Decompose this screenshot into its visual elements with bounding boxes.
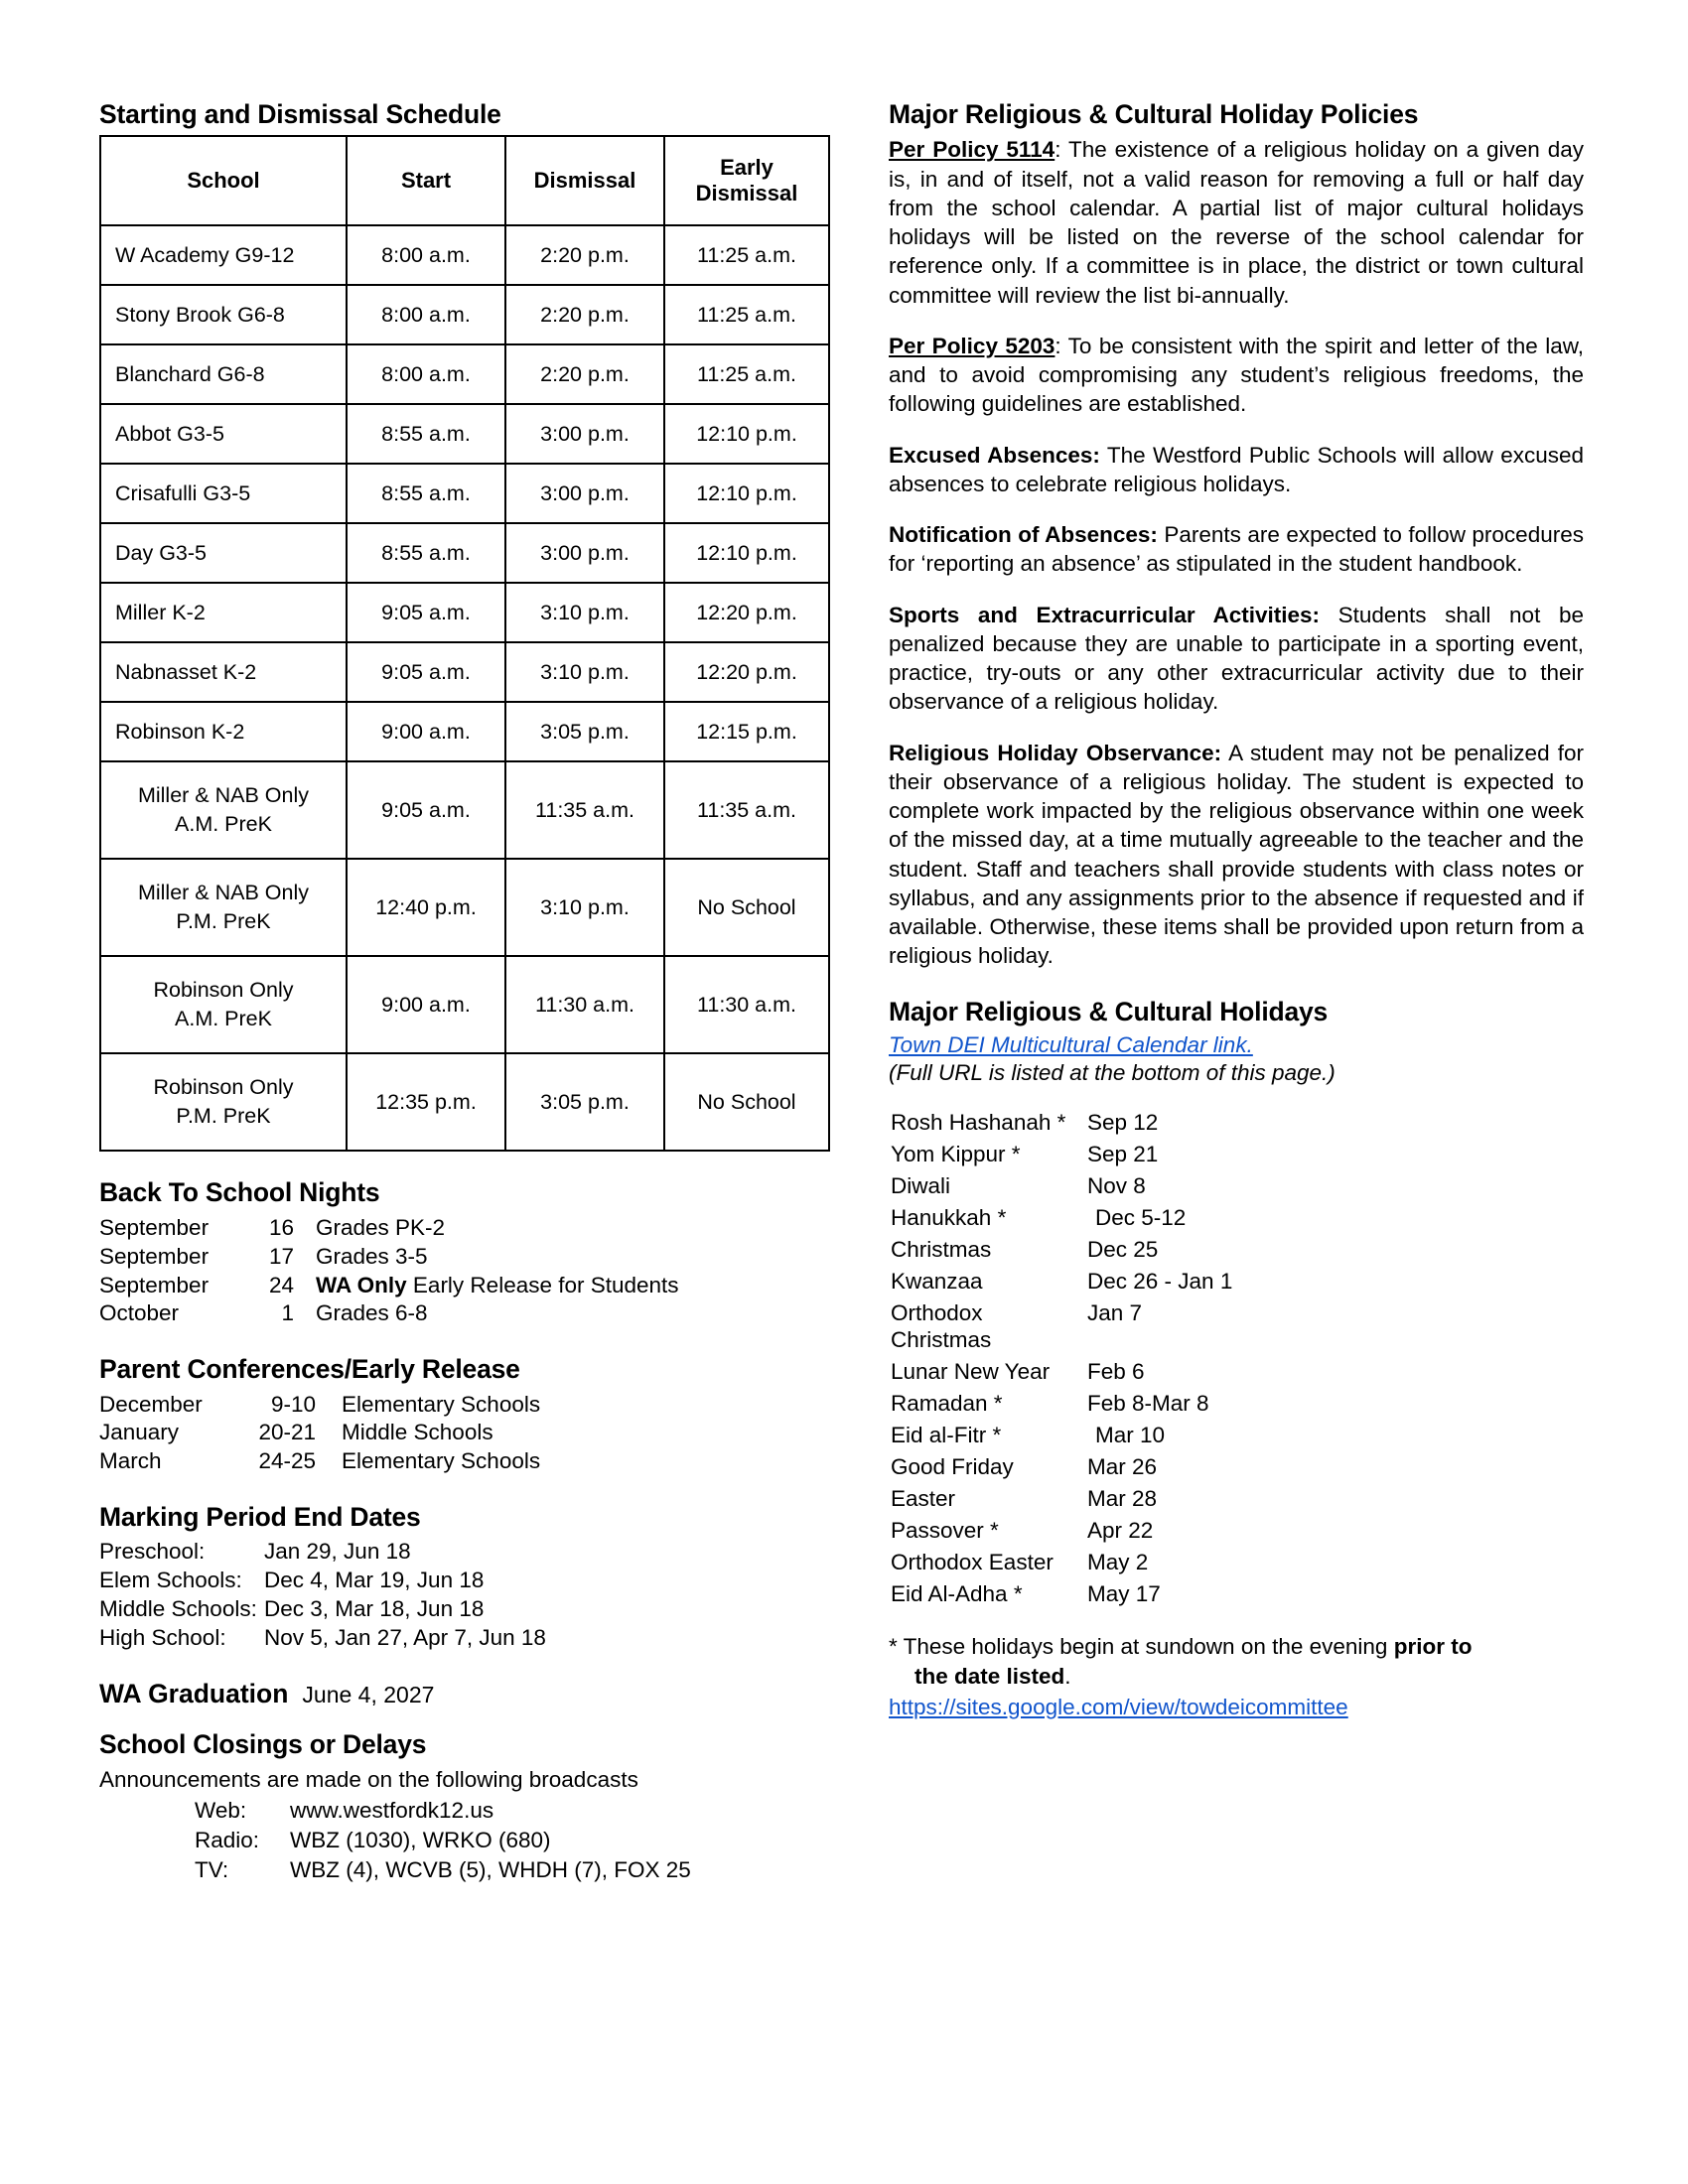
cell-start: 9:05 a.m. <box>347 642 505 702</box>
cell-early-dismissal: 11:35 a.m. <box>664 761 829 859</box>
policy-lead-label: Notification of Absences: <box>889 522 1158 548</box>
policy-paragraph <box>889 601 1584 717</box>
right-column <box>889 99 1584 1720</box>
holiday-date: Dec 5-12 <box>1095 1205 1187 1231</box>
table-row <box>100 642 829 702</box>
holiday-name: Easter <box>891 1486 956 1512</box>
list-item <box>99 1243 834 1272</box>
table-row <box>100 344 829 404</box>
cell-early-dismissal: 12:20 p.m. <box>664 583 829 642</box>
holiday-name: Good Friday <box>891 1454 1014 1480</box>
town-dei-calendar-link[interactable]: Town DEI Multicultural Calendar link. <box>889 1032 1253 1058</box>
table-row <box>889 1141 1353 1172</box>
broadcast-label: Web: <box>195 1798 247 1824</box>
table-row <box>889 1299 1353 1358</box>
holiday-name: Rosh Hashanah * <box>891 1110 1066 1136</box>
cell-dismissal: 3:10 p.m. <box>505 642 664 702</box>
holiday-date: Feb 6 <box>1087 1359 1145 1385</box>
table-row <box>889 1517 1353 1549</box>
cell-start: 9:00 a.m. <box>347 956 505 1053</box>
pc-description: Elementary Schools <box>342 1448 541 1474</box>
list-item <box>99 1624 834 1653</box>
cell-school <box>100 761 347 859</box>
school-closings-subtitle: Announcements are made on the following broadcasts <box>99 1767 638 1793</box>
mp-label: Elem Schools: <box>99 1568 242 1593</box>
pc-description: Elementary Schools <box>342 1391 541 1417</box>
table-header-row <box>100 136 829 225</box>
list-item <box>99 1214 834 1243</box>
schedule-table-body <box>100 225 829 1151</box>
mp-dates: Jan 29, Jun 18 <box>264 1539 411 1565</box>
holiday-date: Mar 10 <box>1095 1423 1166 1448</box>
list-item <box>99 1299 834 1328</box>
holiday-table-body <box>889 1109 1353 1612</box>
holiday-name: Diwali <box>891 1173 951 1199</box>
table-row <box>100 464 829 523</box>
policy-paragraph <box>889 441 1584 499</box>
parent-conferences-list <box>99 1391 834 1476</box>
holiday-name: Hanukkah * <box>891 1205 1007 1231</box>
cell-early-dismissal: 12:15 p.m. <box>664 702 829 761</box>
cell-start: 8:55 a.m. <box>347 523 505 583</box>
table-row <box>100 956 829 1053</box>
holiday-name: Ramadan * <box>891 1391 1003 1417</box>
table-row <box>889 1172 1353 1204</box>
list-item <box>99 1447 834 1476</box>
cell-dismissal: 3:00 p.m. <box>505 404 664 464</box>
cell-school: Robinson K-2 <box>100 702 347 761</box>
table-row <box>100 404 829 464</box>
school-name-line1: Miller & NAB Only <box>137 881 310 905</box>
bts-bold-prefix: WA Only <box>316 1272 407 1297</box>
school-name-line2: A.M. PreK <box>175 812 272 837</box>
policy-paragraph <box>889 739 1584 971</box>
policy-paragraph <box>889 135 1584 310</box>
school-name-line2: A.M. PreK <box>175 1007 272 1031</box>
school-name-line2: P.M. PreK <box>176 1104 271 1129</box>
footnote-period: . <box>1064 1664 1071 1690</box>
policy-body-text: Students shall not be penalized because they are unable to participate in a sporting event, practice, try-outs or any other extracurricular activity due to their observance of a religious holiday. <box>889 602 1584 715</box>
cell-early-dismissal: 12:10 p.m. <box>664 464 829 523</box>
column-header-early-dismissal <box>664 136 829 225</box>
mp-label: Middle Schools: <box>99 1596 257 1622</box>
table-row <box>100 702 829 761</box>
table-row <box>100 859 829 956</box>
holiday-date: Sep 21 <box>1087 1142 1159 1167</box>
policy-lead-label: Sports and Extracurricular Activities: <box>889 602 1320 627</box>
cell-dismissal: 2:20 p.m. <box>505 285 664 344</box>
cell-dismissal: 3:00 p.m. <box>505 523 664 583</box>
cell-early-dismissal: 12:10 p.m. <box>664 523 829 583</box>
broadcast-value: WBZ (4), WCVB (5), WHDH (7), FOX 25 <box>290 1857 691 1883</box>
cell-early-dismissal: 11:25 a.m. <box>664 285 829 344</box>
holiday-date: Sep 12 <box>1087 1110 1159 1136</box>
pc-days: 24-25 <box>258 1448 316 1474</box>
policy-lead-label: Excused Absences: <box>889 442 1100 468</box>
table-row <box>100 523 829 583</box>
wa-graduation-date: June 4, 2027 <box>302 1681 435 1707</box>
pc-month: January <box>99 1420 180 1445</box>
list-item <box>99 1538 834 1567</box>
full-url-note: (Full URL is listed at the bottom of this page.) <box>889 1060 1336 1086</box>
left-column <box>99 99 834 1885</box>
cell-school <box>100 1053 347 1151</box>
cell-start: 8:55 a.m. <box>347 404 505 464</box>
cell-school <box>100 956 347 1053</box>
cell-dismissal: 2:20 p.m. <box>505 225 664 285</box>
holiday-date: Dec 26 - Jan 1 <box>1087 1269 1233 1295</box>
bts-description: WA Only Early Release for Students <box>316 1272 679 1297</box>
parent-conferences-heading: Parent Conferences/Early Release <box>99 1354 520 1385</box>
bts-day: 17 <box>268 1243 294 1269</box>
broadcast-value: www.westfordk12.us <box>290 1798 494 1824</box>
cell-start: 8:00 a.m. <box>347 285 505 344</box>
school-name-line1: Miller & NAB Only <box>137 783 310 808</box>
policy-lead-label: Per Policy 5203 <box>889 333 1055 358</box>
policy-lead-label: Per Policy 5114 <box>889 137 1055 163</box>
holiday-date: Dec 25 <box>1087 1237 1159 1263</box>
table-row <box>889 1580 1353 1612</box>
pc-month: March <box>99 1448 162 1474</box>
table-row <box>889 1236 1353 1268</box>
cell-school: Crisafulli G3-5 <box>100 464 347 523</box>
table-row <box>100 583 829 642</box>
cell-school <box>100 859 347 956</box>
mp-label: Preschool: <box>99 1539 206 1565</box>
holiday-date: Jan 7 <box>1087 1300 1143 1326</box>
policy-body-text: The Westford Public Schools will allow excused absences to celebrate religious holidays. <box>889 442 1585 496</box>
table-row <box>889 1390 1353 1422</box>
cell-early-dismissal: 12:10 p.m. <box>664 404 829 464</box>
table-row <box>889 1422 1353 1453</box>
holiday-date: Mar 28 <box>1087 1486 1158 1512</box>
list-item <box>99 1826 834 1855</box>
pc-days: 9-10 <box>270 1391 316 1417</box>
policy-body-text: : The existence of a religious holiday on a given day is, in and of itself, not a valid reason for removing a full or half day from the school calendar. A partial list of major cultural holidays holidays will be listed on the reverse of the school calendar for reference only. If a committee is in place, the district or town cultural committee will review the list bi-annually. <box>889 137 1584 308</box>
holiday-date: May 17 <box>1087 1581 1161 1607</box>
cell-start: 8:00 a.m. <box>347 225 505 285</box>
list-item <box>99 1595 834 1624</box>
starting-dismissal-schedule-table <box>99 135 830 1152</box>
cell-dismissal: 3:10 p.m. <box>505 583 664 642</box>
cell-school: Nabnasset K-2 <box>100 642 347 702</box>
cell-dismissal: 11:35 a.m. <box>505 761 664 859</box>
holiday-name: Eid Al-Adha * <box>891 1581 1023 1607</box>
cell-dismissal: 3:05 p.m. <box>505 1053 664 1151</box>
table-row <box>889 1109 1353 1141</box>
school-closings-heading: School Closings or Delays <box>99 1728 427 1759</box>
table-row <box>889 1204 1353 1236</box>
pc-month: December <box>99 1391 203 1417</box>
marking-period-list <box>99 1538 834 1652</box>
early-dismissal-line2: Dismissal <box>695 181 798 206</box>
cell-early-dismissal: 11:30 a.m. <box>664 956 829 1053</box>
back-to-school-nights-list <box>99 1214 834 1328</box>
marking-period-end-dates-heading: Marking Period End Dates <box>99 1501 421 1532</box>
wa-graduation-label: WA Graduation <box>99 1678 289 1708</box>
cell-dismissal: 11:30 a.m. <box>505 956 664 1053</box>
holiday-name: Christmas <box>891 1237 992 1263</box>
cell-start: 8:00 a.m. <box>347 344 505 404</box>
mp-dates: Dec 4, Mar 19, Jun 18 <box>264 1568 485 1593</box>
pc-description: Middle Schools <box>342 1420 493 1445</box>
table-row <box>100 225 829 285</box>
schedule-heading: Starting and Dismissal Schedule <box>99 99 501 129</box>
major-holidays-heading: Major Religious & Cultural Holidays <box>889 996 1329 1026</box>
cell-early-dismissal: No School <box>664 1053 829 1151</box>
cell-start: 9:05 a.m. <box>347 583 505 642</box>
cell-school: Blanchard G6-8 <box>100 344 347 404</box>
bts-day: 16 <box>268 1214 294 1240</box>
policy-paragraph <box>889 332 1584 419</box>
holiday-date: Nov 8 <box>1087 1173 1146 1199</box>
table-row <box>889 1485 1353 1517</box>
dei-committee-url-link[interactable]: https://sites.google.com/view/towdeicommittee <box>889 1694 1348 1719</box>
broadcast-list <box>99 1796 834 1885</box>
table-row <box>100 761 829 859</box>
policy-body-text: A student may not be penalized for their observance of a religious holiday. The student is expected to complete work impacted by the religious observance within one week of the missed day, at a time mutually agreeable to the teacher and the student. Staff and teachers shall provide students with class notes or syllabus, and any assignments prior to the absence if requested and if available. Otherwise, these items shall be provided upon return from a religious holiday. <box>889 740 1584 969</box>
school-name-line1: Robinson Only <box>153 978 294 1003</box>
holiday-date: May 2 <box>1087 1550 1149 1575</box>
bts-description: Grades 6-8 <box>316 1300 428 1326</box>
holiday-name: Orthodox Christmas <box>891 1300 992 1353</box>
list-item <box>99 1796 834 1826</box>
list-item <box>99 1419 834 1447</box>
cell-dismissal: 3:00 p.m. <box>505 464 664 523</box>
holiday-date: Feb 8-Mar 8 <box>1087 1391 1209 1417</box>
cell-start: 9:05 a.m. <box>347 761 505 859</box>
bts-month: September <box>99 1214 210 1240</box>
column-header-dismissal: Dismissal <box>505 136 664 225</box>
mp-dates: Nov 5, Jan 27, Apr 7, Jun 18 <box>264 1624 546 1650</box>
column-header-start: Start <box>347 136 505 225</box>
cell-start: 12:35 p.m. <box>347 1053 505 1151</box>
cell-start: 12:40 p.m. <box>347 859 505 956</box>
cell-school: Stony Brook G6-8 <box>100 285 347 344</box>
cell-dismissal: 3:10 p.m. <box>505 859 664 956</box>
bts-day: 24 <box>268 1272 294 1297</box>
back-to-school-nights-heading: Back To School Nights <box>99 1177 380 1208</box>
policy-lead-label: Religious Holiday Observance: <box>889 740 1222 765</box>
table-row <box>100 285 829 344</box>
list-item <box>99 1855 834 1885</box>
bts-month: October <box>99 1300 180 1326</box>
wa-graduation-line <box>99 1679 834 1709</box>
holiday-name: Lunar New Year <box>891 1359 1051 1385</box>
school-name-line1: Robinson Only <box>153 1075 294 1100</box>
column-header-school: School <box>100 136 347 225</box>
holiday-name: Passover * <box>891 1518 999 1544</box>
cell-early-dismissal: 11:25 a.m. <box>664 225 829 285</box>
bts-month: September <box>99 1272 210 1297</box>
footnote-bold-prior-to: prior to <box>1393 1634 1473 1660</box>
bts-description: Grades 3-5 <box>316 1243 428 1269</box>
table-row <box>889 1358 1353 1390</box>
cell-early-dismissal: 12:20 p.m. <box>664 642 829 702</box>
cell-school: Day G3-5 <box>100 523 347 583</box>
holiday-date: Apr 22 <box>1087 1518 1154 1544</box>
table-row <box>100 1053 829 1151</box>
policy-body-text: : To be consistent with the spirit and letter of the law, and to avoid compromising any student’s religious freedoms, the following guidelines are established. <box>889 333 1584 417</box>
footnote-bold-date-listed: the date listed <box>914 1664 1065 1690</box>
cell-dismissal: 2:20 p.m. <box>505 344 664 404</box>
policy-paragraph <box>889 520 1584 579</box>
early-dismissal-line1: Early <box>720 155 774 181</box>
holiday-policies-heading: Major Religious & Cultural Holiday Policies <box>889 99 1419 129</box>
table-row <box>889 1268 1353 1299</box>
cell-school: Abbot G3-5 <box>100 404 347 464</box>
cell-early-dismissal: No School <box>664 859 829 956</box>
bts-description: Grades PK-2 <box>316 1214 446 1240</box>
policy-paragraphs <box>889 135 1584 970</box>
bts-day: 1 <box>281 1300 294 1326</box>
bts-month: September <box>99 1243 210 1269</box>
list-item <box>99 1391 834 1420</box>
holiday-name: Eid al-Fitr * <box>891 1423 1002 1448</box>
table-row <box>889 1549 1353 1580</box>
footnote-text-part1: * These holidays begin at sundown on the evening <box>889 1634 1394 1660</box>
broadcast-label: TV: <box>195 1857 229 1883</box>
school-name-line2: P.M. PreK <box>176 909 271 934</box>
holiday-dates-table <box>889 1109 1353 1612</box>
cell-early-dismissal: 11:25 a.m. <box>664 344 829 404</box>
cell-start: 9:00 a.m. <box>347 702 505 761</box>
mp-label: High School: <box>99 1624 226 1650</box>
holiday-date: Mar 26 <box>1087 1454 1158 1480</box>
mp-dates: Dec 3, Mar 18, Jun 18 <box>264 1596 485 1622</box>
holiday-name: Kwanzaa <box>891 1269 983 1295</box>
list-item <box>99 1272 834 1300</box>
cell-start: 8:55 a.m. <box>347 464 505 523</box>
holiday-name: Yom Kippur * <box>891 1142 1021 1167</box>
pc-days: 20-21 <box>258 1420 316 1445</box>
holiday-name: Orthodox Easter <box>891 1550 1054 1575</box>
table-row <box>889 1453 1353 1485</box>
cell-school: W Academy G9-12 <box>100 225 347 285</box>
cell-school: Miller K-2 <box>100 583 347 642</box>
broadcast-label: Radio: <box>195 1828 260 1853</box>
list-item <box>99 1567 834 1595</box>
cell-dismissal: 3:05 p.m. <box>505 702 664 761</box>
footnote-second-line <box>889 1662 1584 1692</box>
policy-body-text: Parents are expected to follow procedures for ‘reporting an absence’ as stipulated in the student handbook. <box>889 522 1584 577</box>
broadcast-value: WBZ (1030), WRKO (680) <box>290 1828 551 1853</box>
holiday-footnote <box>889 1632 1584 1691</box>
